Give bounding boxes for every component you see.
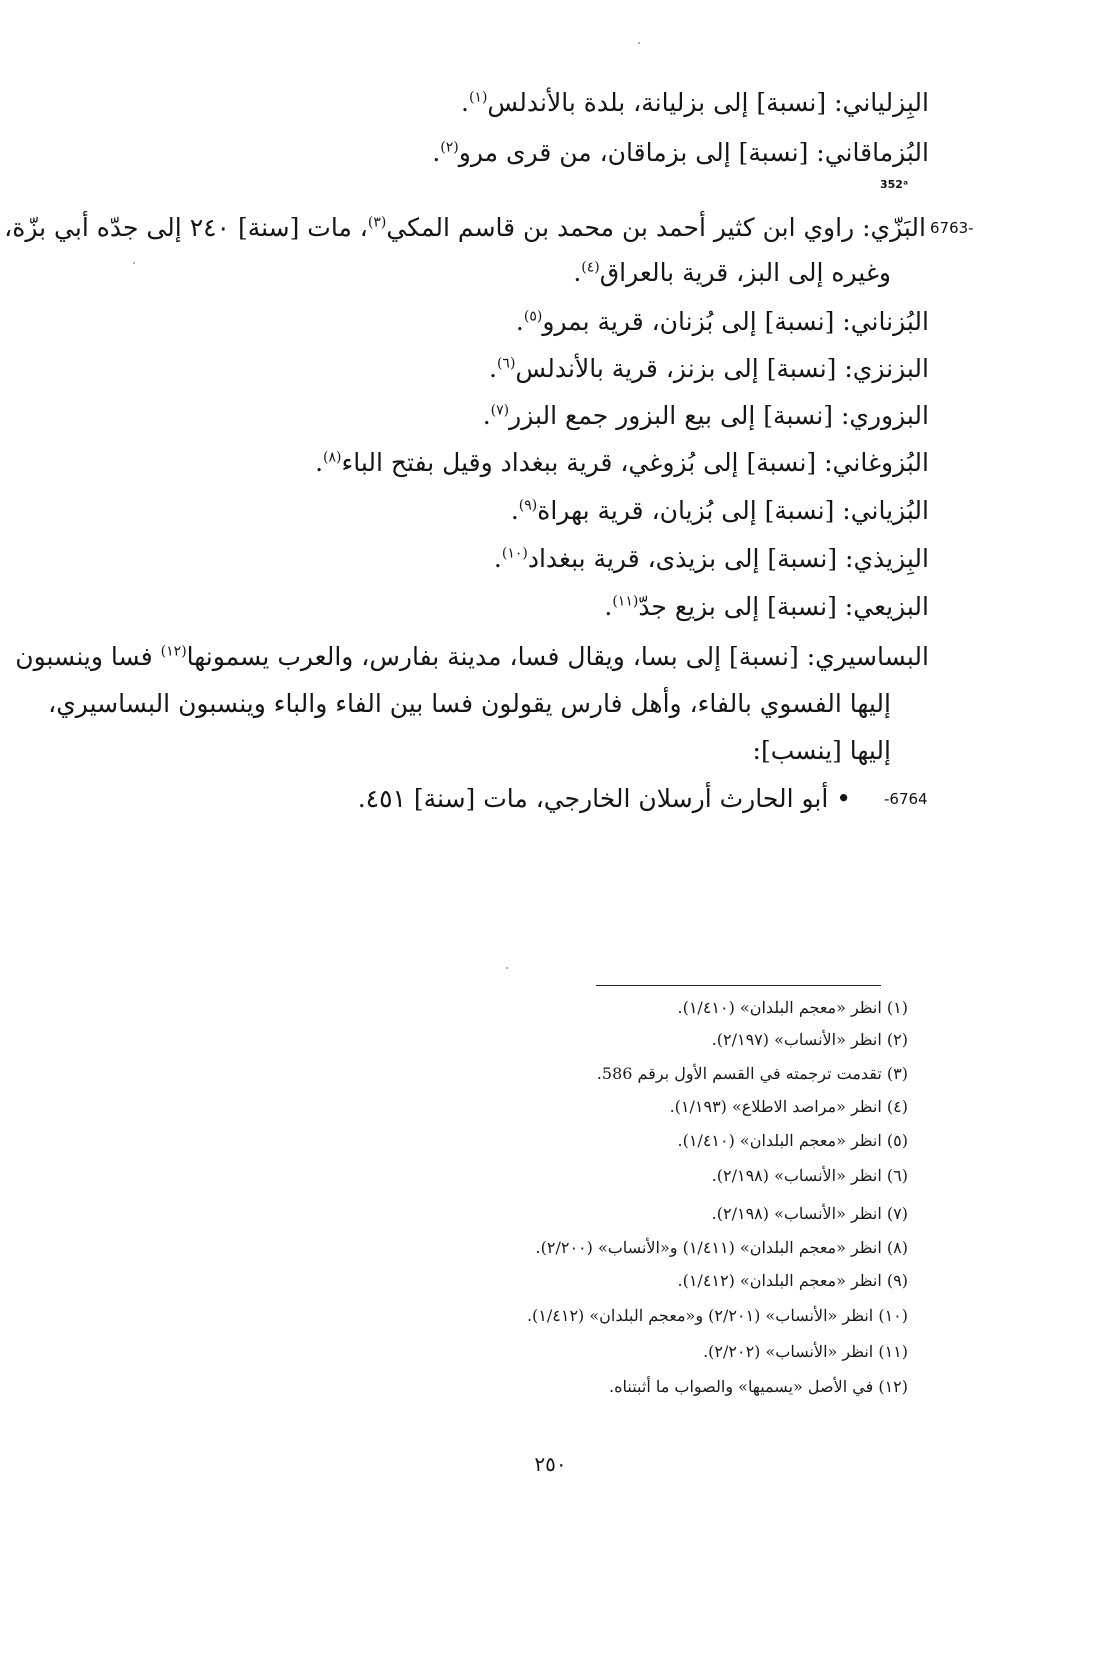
footnote: (٧) انظر «الأنساب» (٢/١٩٨). xyxy=(711,1204,908,1223)
footnote: (١١) انظر «الأنساب» (٢/٢٠٢). xyxy=(703,1342,908,1361)
entry-tail: . xyxy=(604,592,613,621)
footnote: (٣) تقدمت ترجمته في القسم الأول برقم 586. xyxy=(596,1064,908,1083)
entry-basasiri-line1 xyxy=(15,640,929,674)
footnote-ref[interactable]: (١٠) xyxy=(501,545,528,562)
entry-bizliyani xyxy=(461,86,929,120)
footnote: (٩) انظر «معجم البلدان» (١/٤١٢). xyxy=(677,1271,908,1290)
entry-bazzi-line2 xyxy=(573,256,891,290)
footnote: (٦) انظر «الأنساب» (٢/١٩٨). xyxy=(711,1166,908,1185)
footnote-ref[interactable]: (٦) xyxy=(496,355,516,372)
footnote-divider xyxy=(596,985,881,986)
entry-text: البِزلياني: [نسبة] إلى بزليانة، بلدة بالأندلس xyxy=(487,88,929,117)
footnote: (٨) انظر «معجم البلدان» (١/٤١١) و«الأنساب» (٢/٢٠٠). xyxy=(535,1238,908,1257)
entry-text: البزوري: [نسبة] إلى بيع البزور جمع البزر xyxy=(509,401,929,430)
entry-text: البِزيذي: [نسبة] إلى بزيذى، قرية ببغداد xyxy=(527,544,929,573)
entry-tail: . xyxy=(510,496,519,525)
entry-buzyani xyxy=(511,494,929,528)
entry-buzughani xyxy=(315,446,929,480)
footnote-ref[interactable]: (٥) xyxy=(523,308,543,325)
entry-number: -6764 xyxy=(884,790,928,808)
entry-bazzi-line1 xyxy=(4,211,926,245)
footnote: (٥) انظر «معجم البلدان» (١/٤١٠). xyxy=(677,1131,908,1150)
entry-text: • أبو الحارث أرسلان الخارجي، مات [سنة] ٤٥١. xyxy=(357,784,851,813)
scan-speck xyxy=(133,262,135,264)
entry-number: 6763- xyxy=(930,219,974,237)
entry-text: وغيره إلى البز، قرية بالعراق xyxy=(599,258,891,287)
entry-text: فسا وينسبون xyxy=(15,642,161,671)
footnote: (٢) انظر «الأنساب» (٢/١٩٧). xyxy=(711,1030,908,1049)
entry-buzmaqani xyxy=(432,136,929,170)
entry-text: البزيعي: [نسبة] إلى بزيع جدّ xyxy=(638,592,929,621)
footnote-ref[interactable]: (٨) xyxy=(323,449,342,466)
footnote-ref[interactable]: (٤) xyxy=(581,259,600,276)
entry-text: البساسيري: [نسبة] إلى بسا، ويقال فسا، مدينة بفارس، والعرب يسمونها xyxy=(186,642,929,671)
margin-marker: 352ᵃ xyxy=(880,178,908,191)
entry-tail: . xyxy=(315,448,324,477)
entry-text: البُزياني: [نسبة] إلى بُزيان، قرية بهراة xyxy=(537,496,929,525)
entry-tail: . xyxy=(573,258,582,287)
entry-tail: . xyxy=(461,88,469,117)
footnote: (١٠) انظر «الأنساب» (٢/٢٠١) و«معجم البلدان» (١/٤١٢). xyxy=(526,1306,908,1325)
entry-tail: . xyxy=(489,354,497,383)
footnote-ref[interactable]: (٢) xyxy=(440,139,459,156)
footnote-ref[interactable]: (١١) xyxy=(612,593,639,610)
entry-tail: . xyxy=(493,544,502,573)
footnote-ref[interactable]: (١٢) xyxy=(160,643,187,660)
footnote-ref[interactable]: (٧) xyxy=(490,402,510,419)
entry-text: البَزّي: راوي ابن كثير أحمد بن محمد بن قاسم المكي xyxy=(386,213,926,242)
entry-basasiri-line3 xyxy=(753,734,891,768)
entry-buznuzi xyxy=(489,352,929,386)
footnote: (١) انظر «معجم البلدان» (١/٤١٠). xyxy=(677,998,908,1017)
entry-tail: . xyxy=(432,138,441,167)
entry-text: البُزناني: [نسبة] إلى بُزنان، قرية بمرو xyxy=(542,307,929,336)
entry-buzuri xyxy=(483,399,929,433)
entry-abu-harith xyxy=(358,782,851,816)
entry-text: ، مات [سنة] ٢٤٠ إلى جدّه أبي بزّة، xyxy=(4,213,368,242)
page-number: ٢٥٠ xyxy=(534,1452,567,1476)
scan-speck xyxy=(506,967,508,969)
footnote-ref[interactable]: (٩) xyxy=(518,497,538,514)
entry-text: البُزماقاني: [نسبة] إلى بزماقان، من قرى مرو xyxy=(458,138,929,167)
entry-buznani xyxy=(516,305,929,339)
footnote: (٤) انظر «مراصد الاطلاع» (١/١٩٣). xyxy=(669,1097,908,1116)
footnote-ref[interactable]: (١) xyxy=(468,89,488,106)
entry-text: البُزوغاني: [نسبة] إلى بُزوغي، قرية ببغداد وقيل بفتح الباء xyxy=(341,448,929,477)
entry-buzayi xyxy=(604,590,929,624)
entry-tail: . xyxy=(482,401,491,430)
entry-basasiri-line2 xyxy=(48,687,891,721)
entry-bizyadhi xyxy=(494,542,929,576)
entry-text: البزنزي: [نسبة] إلى بزنز، قرية بالأندلس xyxy=(515,354,929,383)
scan-speck xyxy=(638,42,640,44)
entry-text: إليها الفسوي بالفاء، وأهل فارس يقولون فسا بين الفاء والباء وينسبون البساسيري، xyxy=(48,689,891,718)
footnote-ref[interactable]: (٣) xyxy=(367,214,387,231)
entry-tail: . xyxy=(515,307,524,336)
entry-text: إليها [ينسب]: xyxy=(752,736,891,765)
footnote: (١٢) في الأصل «يسميها» والصواب ما أثبتناه. xyxy=(609,1377,908,1396)
